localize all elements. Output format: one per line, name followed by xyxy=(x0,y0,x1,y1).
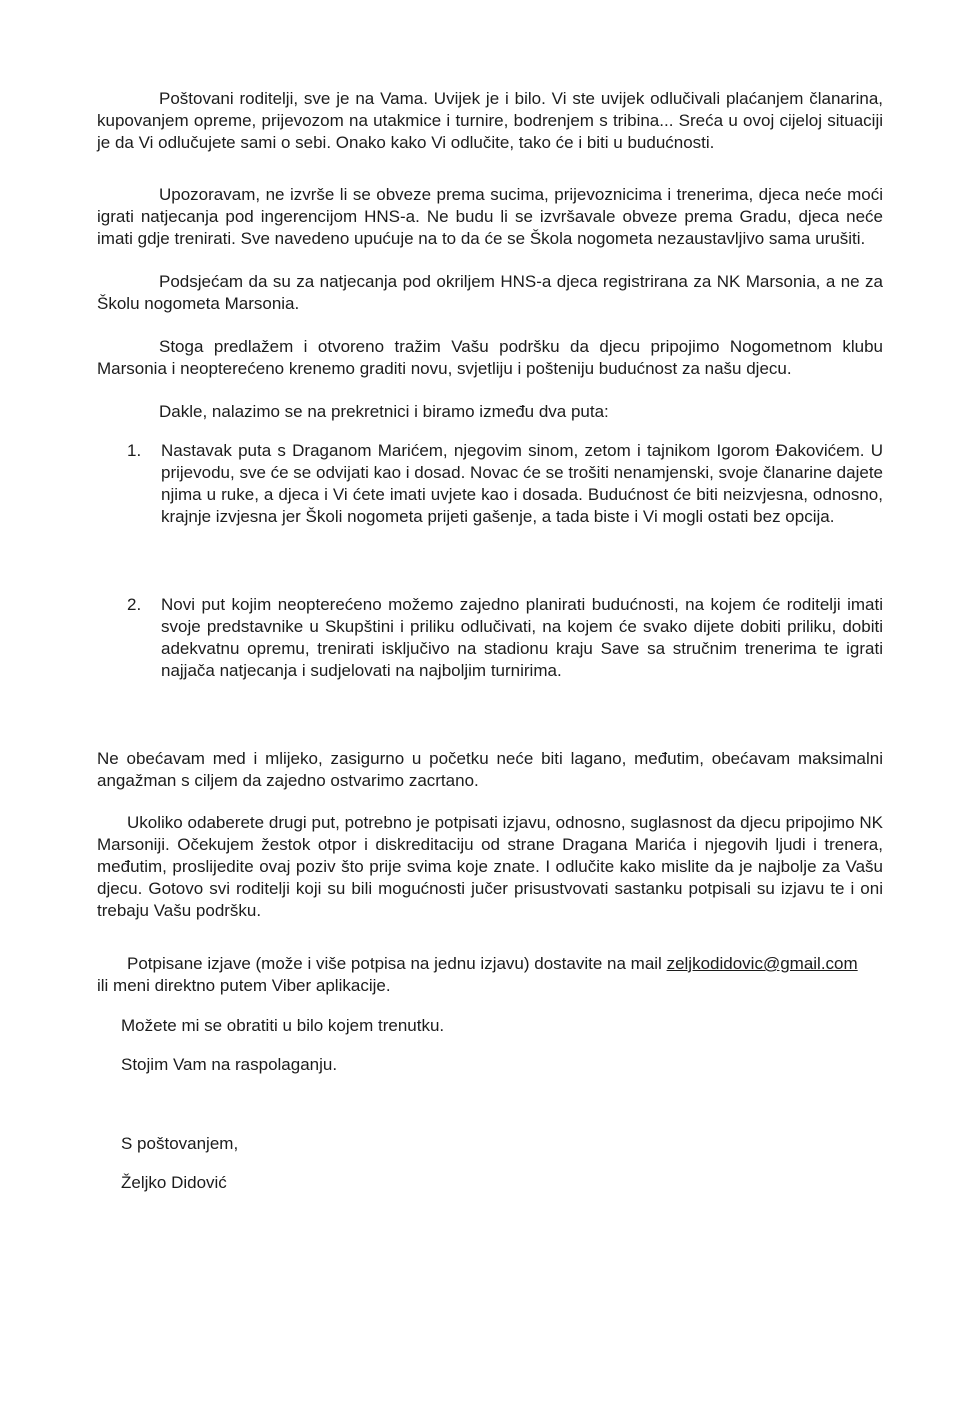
paragraph-availability: Stojim Vam na raspolaganju. xyxy=(121,1055,338,1074)
option-text: Nastavak puta s Draganom Marićem, njegovim sinom, zetom i tajnikom Igorom Đakovićem. U prijevodu, sve će se odvijati kao i dosad. Novac će se trošiti nenamjenski, svoje članarine dajete njima u ruke, a djeca i Vi ćete imati uvjete kao i dosada. Budućnost će biti neizvjesna, odnosno, krajnje izvjesna jer Školi nogometa prijeti gašenje, a tada biste i Vi mogli ostati bez opcija. xyxy=(161,441,883,526)
option-item-2 xyxy=(97,594,883,682)
paragraph-parents xyxy=(97,88,883,154)
paragraph-warning xyxy=(97,184,883,250)
paragraph-crossroads xyxy=(97,401,883,423)
submission-viber-text: ili meni direktno putem Viber aplikacije. xyxy=(97,976,391,995)
option-number: 1. xyxy=(127,441,142,460)
paragraph-instructions xyxy=(97,812,883,922)
paragraph-8 xyxy=(97,953,883,997)
paragraph-5: Dakle, nalazimo se na prekretnici i biramo između dva puta: xyxy=(159,402,609,421)
paragraph-promise xyxy=(97,748,883,792)
email-link[interactable]: zeljkodidovic@gmail.com xyxy=(666,954,858,973)
paragraph-2: Upozoravam, ne izvrše li se obveze prema sucima, prijevoznicima i trenerima, djeca neće moći igrati natjecanja pod ingerencijom HNS-a. Ne budu li se izvršavale obveze prema Gradu, djeca neće imati gdje trenirati. Sve navedeno upućuje na to da će se Škola nogometa nezaustavljivo sama urušiti. xyxy=(97,185,883,248)
paragraph-contact: Možete mi se obratiti u bilo kojem trenutku. xyxy=(121,1016,445,1035)
paragraph-1: Poštovani roditelji, sve je na Vama. Uvijek je i bilo. Vi ste uvijek odlučivali plaćanjem članarina, kupovanjem opreme, prijevozom na utakmice i turnire, bodrenjem s tribina... Sreća u ovoj cijeloj situaciji je da Vi odlučujete sami o sebi. Onako kako Vi odlučite, tako će i biti u budućnosti. xyxy=(97,89,883,152)
paragraph-registration xyxy=(97,271,883,315)
option-text: Novi put kojim neopterećeno možemo zajedno planirati budućnosti, na kojem će roditelji imati svoje predstavnike u Skupštini i priliku odlučivati, na kojem će svako dijete dobiti priliku, dobiti adekvatnu opremu, trenirati isključivo na stadionu kraju Save sa stručnim trenerima te igrati najjača natjecanja i sudjelovati na najboljim turnirima. xyxy=(161,595,883,680)
paragraph-6: Ne obećavam med i mlijeko, zasigurno u početku neće biti lagano, međutim, obećavam maksimalni angažman s ciljem da zajedno ostvarimo zacrtano. xyxy=(97,749,883,790)
submission-text: Potpisane izjave (može i više potpisa na jednu izjavu) dostavite na mail xyxy=(127,954,667,973)
paragraph-proposal xyxy=(97,336,883,380)
option-item-1 xyxy=(97,440,883,528)
paragraph-3: Podsjećam da su za natjecanja pod okriljem HNS-a djeca registrirana za NK Marsonia, a ne za Školu nogometa Marsonia. xyxy=(97,272,883,313)
signature-name: Željko Didović xyxy=(121,1173,227,1192)
closing-salutation: S poštovanjem, xyxy=(121,1134,239,1153)
paragraph-submission xyxy=(97,953,883,997)
paragraph-7: Ukoliko odaberete drugi put, potrebno je potpisati izjavu, odnosno, suglasnost da djecu pripojimo NK Marsoniji. Očekujem žestok otpor i diskreditaciju od strane Dragana Marića i njegovih ljudi i trenera, međutim, proslijedite ovaj poziv što prije svima koje znate. I odlučite kako mislite da je najbolje za Vašu djecu. Gotovo svi roditelji koji su bili mogućnosti jučer prisustvovati sastanku potpisali su izjavu te i oni trebaju Vašu podršku. xyxy=(97,813,883,920)
option-number: 2. xyxy=(127,595,142,614)
paragraph-4: Stoga predlažem i otvoreno tražim Vašu podršku da djecu pripojimo Nogometnom klubu Marsonia i neopterećeno krenemo graditi novu, svjetliju i pošteniju budućnost za našu djecu. xyxy=(97,337,883,378)
